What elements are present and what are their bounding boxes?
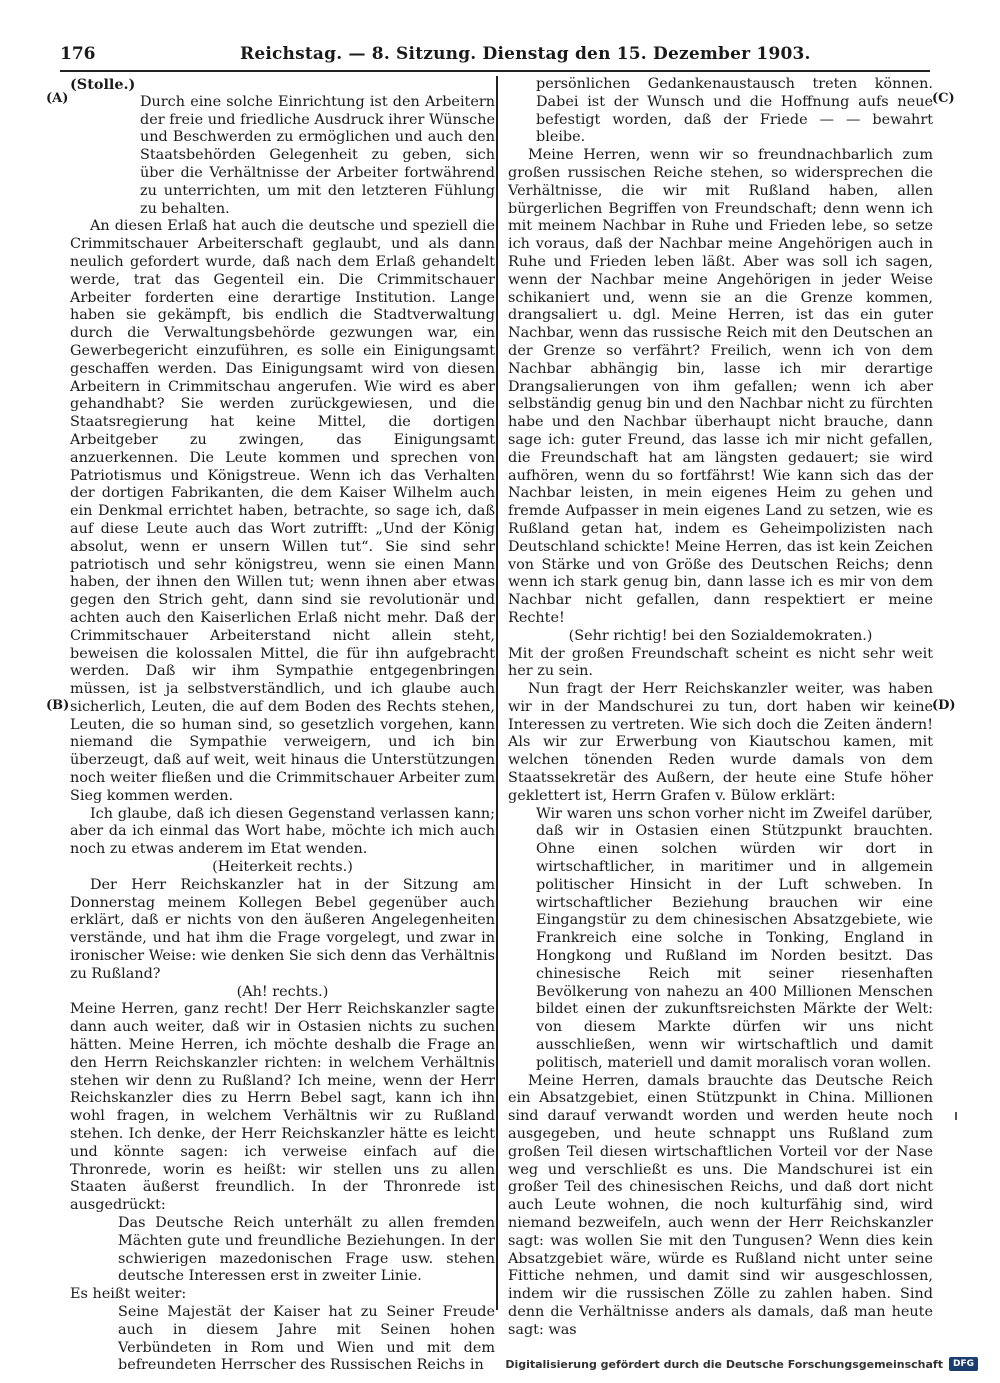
interjection: (Heiterkeit rechts.) — [212, 859, 353, 876]
margin-marker-b: (B) — [46, 698, 70, 713]
page-number: 176 — [60, 44, 96, 64]
quote-block: persönlichen Gedankenaustausch treten können. Dabei ist der Wunsch und die Hoffnung aufs neue befestigt worden, daß der Friede — — bewahrt bleibe. — [536, 76, 933, 146]
speaker-name: (Stolle.) — [70, 76, 136, 93]
interjection: (Ah! rechts.) — [236, 983, 329, 1000]
page-header — [60, 44, 930, 68]
quote-block: Das Deutsche Reich unterhält zu allen fremden Mächten gute und freundliche Beziehungen. In der schwierigen mazedonischen Frage usw. stehen deutsche Interessen erst in zweiter Linie. — [118, 1215, 495, 1285]
paragraph: Der Herr Reichskanzler hat in der Sitzung am Donnerstag meinem Kollegen Bebel gegenüber auch erklärt, daß er nichts von den äußeren Angelegenheiten verstände, und hat ihm die Frage vorgelegt, und zwar in ironischer Weise: wie denken Sie sich denn das Verhältnis zu Rußland? — [70, 876, 495, 982]
dfg-logo-icon: DFG — [949, 1357, 978, 1371]
left-column — [70, 76, 495, 1375]
paragraph: Es heißt weiter: — [70, 1286, 187, 1303]
interjection: (Sehr richtig! bei den Sozialdemokraten.) — [568, 627, 873, 644]
header-rule — [60, 70, 930, 72]
quote-block: Seine Majestät der Kaiser hat zu Seiner Freude auch in diesem Jahre mit Seinen hohen Verbündeten in Rom und Wien und mit dem befreundeten Herrscher des Russischen Reichs in — [118, 1303, 495, 1374]
margin-marker-c: (C) — [932, 91, 955, 106]
paragraph: Meine Herren, wenn wir so freundnachbarlich zum großen russischen Reiche stehen, so widersprechen die Verhältnisse, die wir mit Rußland haben, allen bürgerlichen Begriffen von Freundschaft; denn wenn ich mit meinem Nachbar in Ruhe und Frieden lebe, so setze ich voraus, daß der Nachbar meine Angehörigen auch in Ruhe und Frieden leben läßt. Aber was soll ich sagen, wenn der Nachbar meine Angehörigen in jeder Weise schikaniert und, wenn sie an die Grenze kommen, drangsaliert u. dgl. Meine Herren, ist das ein guter Nachbar, wenn das russische Reich mit den Deutschen an der Grenze so verfährt? Freilich, wenn ich von dem Nachbar abhängig bin, lasse ich mir derartige Drangsalierungen von ihm gefallen; wenn ich aber selbständig genug bin und den Nachbar nicht zu fürchten habe und den Nachbar überhaupt nicht brauche, dann sage ich: guter Freund, das lasse ich mir nicht gefallen, die Freundschaft hat am längsten gedauert; sie wird aufhören, wenn du so fortfährst! Wie kann sich das der Nachbar leisten, in mein eigenes Heim zu gehen und fremde Aufpasser in mein eigenes Land zu setzen, wie es Rußland getan hat, indem es Geheimpolizisten nach Deutschland schickte! Meine Herren, das ist kein Zeichen von Stärke und von Größe des Deutschen Reichs; denn wenn ich stark genug bin, dann lasse ich es mir von dem Nachbar nicht gefallen, dann respektiert er meine Rechte! — [508, 147, 933, 626]
footer-credit: Digitalisierung gefördert durch die Deutsche Forschungsgemeinschaft — [505, 1357, 943, 1371]
page-title: Reichstag. — 8. Sitzung. Dienstag den 15. Dezember 1903. — [240, 44, 811, 64]
paragraph: Mit der großen Freundschaft scheint es nicht sehr weit her zu sein. — [508, 645, 933, 680]
stray-mark — [955, 1112, 957, 1120]
column-divider — [496, 76, 498, 1310]
paragraph: Nun fragt der Herr Reichskanzler weiter, was haben wir in der Mandschurei zu tun, dort haben wir keine Interessen zu vertreten. Wie sich doch die Zeiten ändern! Als wir zur Erwerbung von Kiautschou kamen, mit welchen tönenden Reden wurde damals von dem Staatssekretär des Außern, der heute eine Stufe höher geklettert ist, Herrn Grafen v. Bülow erklärt: — [508, 681, 933, 804]
right-column — [508, 76, 933, 1340]
footer — [505, 1357, 978, 1371]
paragraph: An diesen Erlaß hat auch die deutsche und speziell die Crimmitschauer Arbeiterschaft geglaubt, und als dann neulich gefordert wurde, daß nach dem Erlaß gehandelt werde, trat das Gegenteil ein. Die Crimmitschauer Arbeiter forderten eine derartige Institution. Lange haben sie gekämpft, bis endlich die Stadtverwaltung durch die Verwaltungsbehörde gezwungen war, ein Gewerbegericht einzuführen, es solle ein Einigungsamt geschaffen werden. Das Einigungsamt wird von diesen Arbeitern in Crimmitschau angerufen. Wie wird es aber gehandhabt? Sie werden zurückgewiesen, und die Staatsregierung hat keine Mittel, die dortigen Arbeitgeber zu zwingen, das Einigungsamt anzuerkennen. Die Leute kommen und sprechen von Patriotismus und Königstreue. Wenn ich das Verhalten der dortigen Fabrikanten, die dem Kaiser Wilhelm auch ein Denkmal errichtet haben, betrachte, so sage ich, daß auf diese Leute auch das Wort zutrifft: „Und der König absolut, wenn er unsern Willen tut“. Sie sind sehr patriotisch und sehr königstreu, wenn sie einen Mann haben, der ihnen den Willen tut; wenn ihnen aber etwas gegen den Strich geht, dann sind sie revolutionär und achten auch den Kaiserlichen Erlaß nicht mehr. Daß der Crimmitschauer Arbeiterstand nicht allein steht, beweisen die kolossalen Mittel, die für ihn aufgebracht werden. Daß wir ihm Sympathie entgegenbringen müssen, ist ja selbstverständlich, und ich glaube auch sicherlich, Leuten, die auf dem Boden des Rechts stehen, Leuten, die so human sind, so gesetzlich vorgehen, kann niemand die Sympathie verweigern, und ich bin überzeugt, daß auf weit, weit hinaus die Unterstützungen noch weiter fließen und die Crimmitschauer Arbeiter zum Sieg kommen werden. — [70, 218, 495, 804]
margin-marker-d: (D) — [932, 698, 956, 713]
paragraph: Meine Herren, damals brauchte das Deutsche Reich ein Absatzgebiet, einen Stützpunkt in China. Millionen sind darauf verwandt worden und werden heute noch ausgegeben, und heute schnappt uns Rußland zum großen Teil diesen wirtschaftlichen Vorteil vor der Nase weg und verschließt es uns. Die Mandschurei ist ein großer Teil des chinesischen Reichs, und daß dort nicht auch Leute wohnen, die noch kulturfähig sind, wird niemand bezweifeln, auch wenn der Herr Reichskanzler sagt: was wollen Sie mit den Tungusen? Wenn dies kein Absatzgebiet wäre, würde es Rußland nicht unter seine Fittiche nehmen, und damit sind wir ausgeschlossen, indem wir die russischen Zölle zu zahlen haben. Sind denn die Verhältnisse anders als damals, daß man heute sagt: was — [508, 1072, 933, 1338]
quote-block: Wir waren uns schon vorher nicht im Zweifel darüber, daß wir in Ostasien einen Stützpunkt brauchten. Ohne einen solchen würden wir dort in wirtschaftlicher, in maritimer und in allgemein politischer Hinsicht in der Luft schweben. In wirtschaftlicher Beziehung brauchen wir eine Eingangstür zu dem chinesischen Absatzgebiete, wie Frankreich eine solche in Tonking, England in Hongkong und Rußland im Norden besitzt. Das chinesische Reich mit seiner riesenhaften Bevölkerung von nahezu an 400 Millionen Menschen bildet einen der zukunftsreichsten Märkte der Welt: von diesem Markte dürfen wir uns nicht ausschließen, wenn wir wirtschaftlich und damit politisch, materiell und damit moralisch voran wollen. — [536, 805, 933, 1071]
margin-marker-a: (A) — [46, 91, 69, 106]
paragraph: Durch eine solche Einrichtung ist den Arbeitern der freie und friedliche Ausdruck ihrer Wünsche und Beschwerden zu ermöglichen und auch den Staatsbehörden Gelegenheit zu geben, sich über die Verhältnisse der Arbeiter fortwährend zu unterrichten, um mit den letzteren Fühlung zu behalten. — [140, 93, 495, 217]
paragraph: Ich glaube, daß ich diesen Gegenstand verlassen kann; aber da ich einmal das Wort habe, möchte ich mich auch noch zu etwas anderem im Etat wenden. — [70, 805, 495, 858]
paragraph: Meine Herren, ganz recht! Der Herr Reichskanzler sagte dann auch weiter, daß wir in Ostasien nichts zu suchen hätten. Meine Herren, ich möchte deshalb die Frage an den Herrn Reichskanzler richten: in welchem Verhältnis stehen wir denn zu Rußland? Ich meine, wenn der Herr Reichskanzler dies zu Herrn Bebel sagt, kann ich ihn wohl fragen, in welchem Verhältnis wir zu Rußland stehen. Ich denke, der Herr Reichskanzler hätte es leicht und könnte sagen: ich verweise einfach auf die Thronrede, worin es heißt: wir stellen uns zu allen Staaten äußerst freundlich. In der Thronrede ist ausgedrückt: — [70, 1001, 495, 1214]
